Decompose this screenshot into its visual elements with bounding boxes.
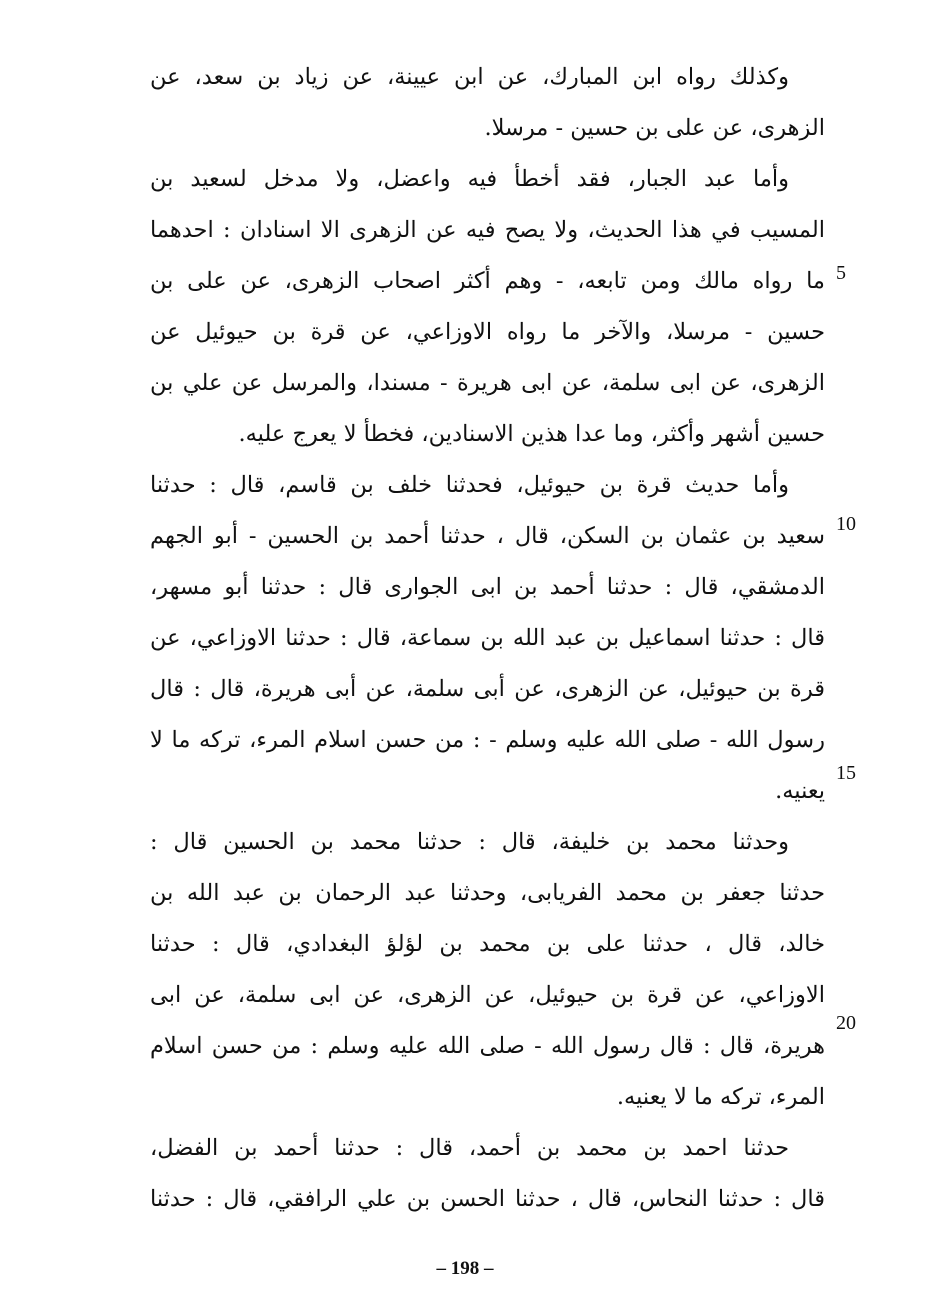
text-line: رسول الله - صلى الله عليه وسلم - : من حسن اسلام المرء، تركه ما لا: [150, 727, 825, 753]
text-line: قرة بن حيوئيل، عن الزهرى، عن أبى سلمة، عن أبى هريرة، قال : قال: [150, 676, 825, 702]
text-line: ما رواه مالك ومن تابعه، - وهم أكثر اصحاب الزهرى، عن على بن: [150, 268, 825, 294]
text-line: حدثنا جعفر بن محمد الفريابى، وحدثنا عبد الرحمان بن عبد الله بن: [150, 880, 825, 906]
text-line: خالد، قال ، حدثنا على بن محمد بن لؤلؤ البغدادي، قال : حدثنا: [150, 931, 825, 957]
text-line: وكذلك رواه ابن المبارك، عن ابن عيينة، عن زياد بن سعد، عن: [150, 64, 789, 90]
text-line: قال : حدثنا اسماعيل بن عبد الله بن سماعة، قال : حدثنا الاوزاعي، عن: [150, 625, 825, 651]
text-block: [150, 52, 825, 1225]
text-line: يعنيه.: [775, 778, 825, 804]
text-line: هريرة، قال : قال رسول الله - صلى الله عليه وسلم : من حسن اسلام: [150, 1033, 825, 1059]
text-line: المسيب في هذا الحديث، ولا يصح فيه عن الزهرى الا اسنادان : احدهما: [150, 217, 825, 243]
text-line: قال : حدثنا النحاس، قال ، حدثنا الحسن بن علي الرافقي، قال : حدثنا: [150, 1186, 825, 1212]
text-line: الاوزاعي، عن قرة بن حيوئيل، عن الزهرى، عن ابى سلمة، عن ابى: [150, 982, 825, 1008]
text-line: سعيد بن عثمان بن السكن، قال ، حدثنا أحمد بن الحسين - أبو الجهم: [150, 523, 825, 549]
text-line: حسين أشهر وأكثر، وما عدا هذين الاسنادين، فخطأ لا يعرج عليه.: [238, 421, 825, 447]
line-number-10: 10: [836, 513, 856, 535]
text-line: الزهرى، عن على بن حسين - مرسلا.: [484, 115, 825, 141]
line-number-15: 15: [836, 762, 856, 784]
text-line: الزهرى، عن ابى سلمة، عن ابى هريرة - مسندا، والمرسل عن علي بن: [150, 370, 825, 396]
text-line: الدمشقي، قال : حدثنا أحمد بن ابى الجوارى قال : حدثنا أبو مسهر،: [150, 574, 825, 600]
text-line: المرء، تركه ما لا يعنيه.: [616, 1084, 825, 1110]
text-line: وأما عبد الجبار، فقد أخطأ فيه واعضل، ولا مدخل لسعيد بن: [150, 166, 789, 192]
page-number: – 198 –: [436, 1258, 494, 1279]
line-number-20: 20: [836, 1012, 856, 1034]
text-line: حدثنا احمد بن محمد بن أحمد، قال : حدثنا أحمد بن الفضل،: [150, 1135, 789, 1161]
text-line: وحدثنا محمد بن خليفة، قال : حدثنا محمد بن الحسين قال :: [150, 829, 789, 855]
text-line: وأما حديث قرة بن حيوئيل، فحدثنا خلف بن قاسم، قال : حدثنا: [150, 472, 789, 498]
line-number-5: 5: [836, 262, 846, 284]
text-line: حسين - مرسلا، والآخر ما رواه الاوزاعي، عن قرة بن حيوئيل عن: [150, 319, 825, 345]
